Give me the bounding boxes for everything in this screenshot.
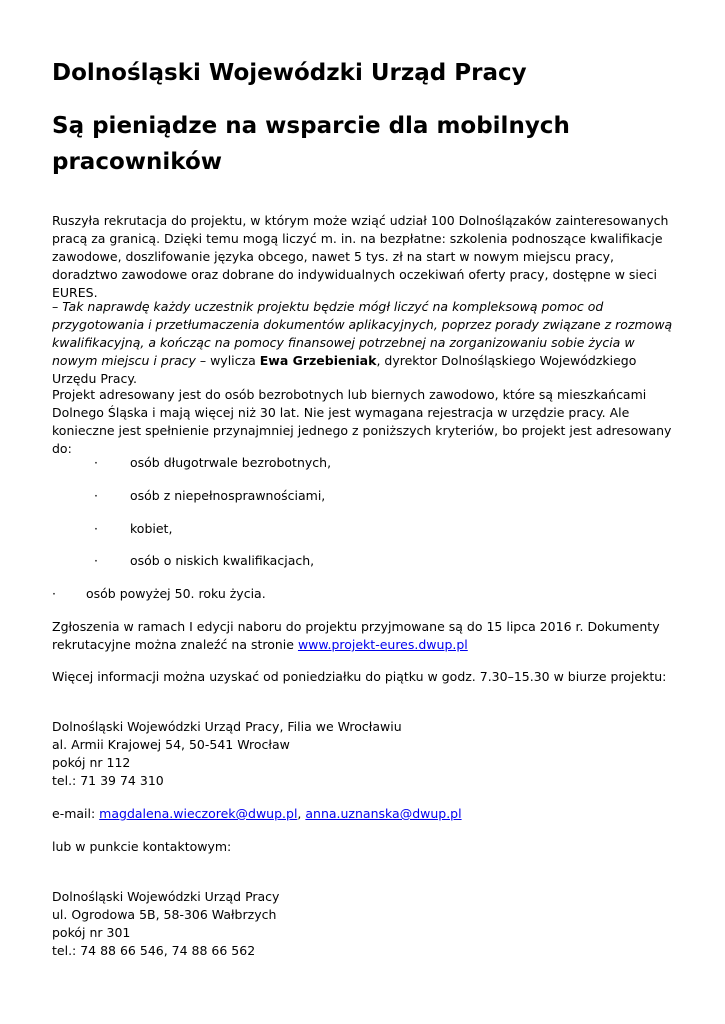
quote-lead: – wylicza [195,353,260,368]
bullet-icon: · [52,586,56,601]
list-item-text: osób długotrwale bezrobotnych, [130,455,332,470]
bullet-icon: · [94,553,98,568]
email-separator: , [297,806,306,821]
intro-paragraph: Ruszyła rekrutacja do projektu, w którym może wziąć udział 100 Dolnoślązaków zainteresowanych pracą za granicą. Dzięki temu mogą liczyć m. in. na bezpłatne: szkolenia podnoszące kwalifikacje zawodowe, doszlifowanie języka obcego, nawet 5 tys. zł na start w nowym miejscu pracy, doradztwo zawodowe oraz dobrane do indywidualnych oczekiwań oferty pracy, dostępne w sieci EURES. [52,213,669,300]
article-title-line-2: pracowników [52,149,222,175]
contact-point-paragraph: lub w punkcie kontaktowym: [52,839,232,854]
article-title [52,108,652,180]
office-street: ul. Ogrodowa 5B, 58-306 Wałbrzych [52,907,277,922]
office-room: pokój nr 301 [52,925,131,940]
email-link-uznanska[interactable]: anna.uznanska@dwup.pl [305,806,462,821]
office-name: Dolnośląski Wojewódzki Urząd Pracy, Filia we Wrocławiu [52,719,402,734]
quote-text: – Tak naprawdę każdy uczestnik projektu będzie mógł liczyć na kompleksową pomoc od przygotowania i przetłumaczenia dokumentów aplikacyjnych, poprzez porady związane z rozmową kwalifikacyjną, a kończąc na pomocy finansowej potrzebnej na zorganizowaniu sobie życia w nowym miejscu i pracy [52,299,673,368]
more-info-paragraph: Więcej informacji można uzyskać od poniedziałku do piątku w godz. 7.30–15.30 w biurze projektu: [52,669,667,684]
organization-heading: Dolnośląski Wojewódzki Urząd Pracy [52,60,527,86]
email-link-wieczorek[interactable]: magdalena.wieczorek@dwup.pl [99,806,298,821]
bullet-icon: · [94,455,98,470]
office-phone: tel.: 71 39 74 310 [52,773,164,788]
office-wroclaw-address [52,718,682,790]
list-item-text: osób powyżej 50. roku życia. [86,586,266,601]
project-website-link[interactable]: www.projekt-eures.dwup.pl [297,637,468,652]
list-item-text: kobiet, [130,521,173,536]
quote-role: , dyrektor Dolnośląskiego Wojewódzkiego Urzędu Pracy. [52,353,637,386]
deadline-paragraph [52,618,682,654]
email-label: e-mail: [52,806,100,821]
quote-paragraph [52,298,682,388]
office-phone: tel.: 74 88 66 546, 74 88 66 562 [52,943,256,958]
list-item-text: osób o niskich kwalifikacjach, [130,553,315,568]
email-paragraph [52,805,682,823]
quote-person: Ewa Grzebieniak [259,353,377,368]
article-title-line-1: Są pieniądze na wsparcie dla mobilnych [52,113,570,139]
office-room: pokój nr 112 [52,755,131,770]
bullet-icon: · [94,521,98,536]
office-street: al. Armii Krajowej 54, 50-541 Wrocław [52,737,290,752]
bullet-icon: · [94,488,98,503]
office-name: Dolnośląski Wojewódzki Urząd Pracy [52,889,280,904]
list-item-text: osób z niepełnosprawnościami, [130,488,326,503]
office-walbrzych-address [52,888,682,960]
eligibility-paragraph: Projekt adresowany jest do osób bezrobotnych lub biernych zawodowo, które są mieszkańcami Dolnego Śląska i mają więcej niż 30 lat. Nie jest wymagana rejestracja w urzędzie pracy. Ale konieczne jest spełnienie przynajmniej jednego z poniższych kryteriów, bo projekt jest adresowany do: [52,387,672,456]
deadline-text: Zgłoszenia w ramach I edycji naboru do projektu przyjmowane są do 15 lipca 2016 r. Dokumenty rekrutacyjne można znaleźć na stronie [52,619,660,652]
